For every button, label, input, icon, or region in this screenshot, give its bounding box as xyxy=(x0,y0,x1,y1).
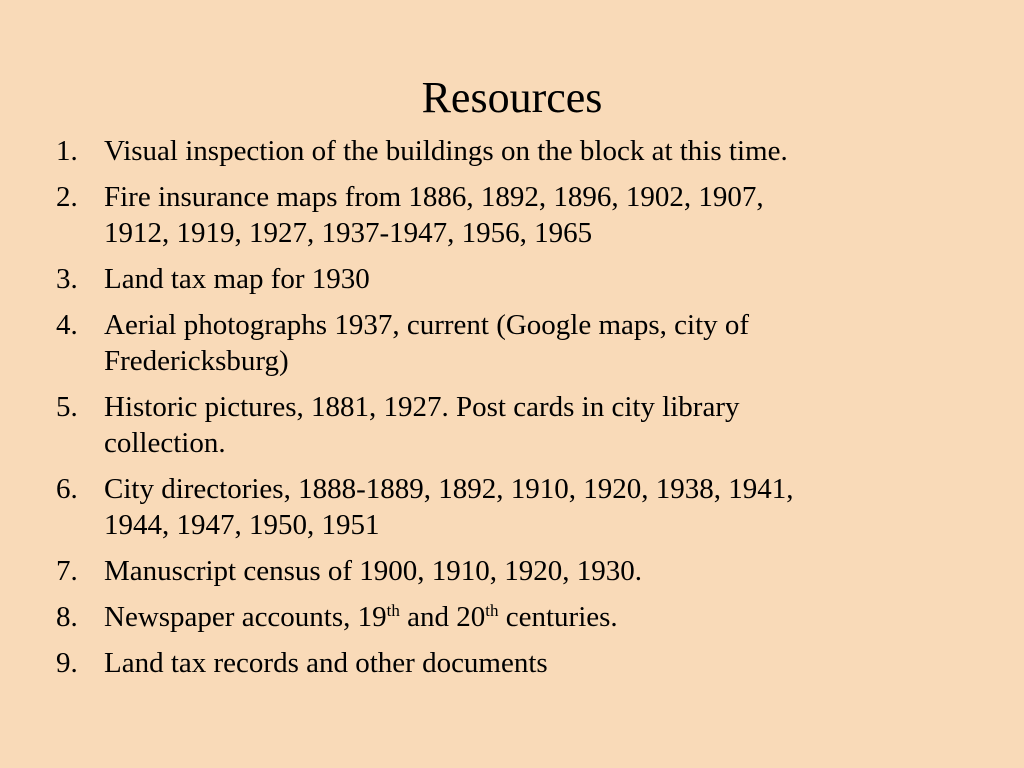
resource-item-text-part-3: centuries. xyxy=(498,601,618,633)
resource-item-5 xyxy=(56,389,956,461)
resource-item-number: 3. xyxy=(56,263,78,295)
resource-item-number: 9. xyxy=(56,647,78,679)
resource-item-text: Manuscript census of 1900, 1910, 1920, 1930. xyxy=(104,555,643,587)
resource-item-4 xyxy=(56,307,956,379)
ordinal-suffix: th xyxy=(386,601,400,620)
resource-item-number: 8. xyxy=(56,601,78,633)
resource-item-number: 4. xyxy=(56,309,78,341)
resource-item-number: 1. xyxy=(56,135,78,167)
resource-item-line-2: Fredericksburg) xyxy=(104,345,289,377)
ordinal-suffix: th xyxy=(485,601,499,620)
resource-item-line-2: collection. xyxy=(104,427,226,459)
resource-item-1 xyxy=(56,133,956,169)
resource-item-text xyxy=(104,471,956,543)
resource-item-6 xyxy=(56,471,956,543)
resource-item-line-2: 1912, 1919, 1927, 1937-1947, 1956, 1965 xyxy=(104,217,593,249)
resource-item-9 xyxy=(56,645,956,681)
resource-item-line-1: Historic pictures, 1881, 1927. Post cards in city library xyxy=(104,391,740,423)
resource-item-2 xyxy=(56,179,956,251)
resource-item-line-1: Aerial photographs 1937, current (Google maps, city of xyxy=(104,309,750,341)
resource-item-text: Land tax records and other documents xyxy=(104,647,548,679)
resource-item-text-part-1: Newspaper accounts, 19 xyxy=(104,601,387,633)
resource-item-3 xyxy=(56,261,956,297)
resource-item-text: Land tax map for 1930 xyxy=(104,263,370,295)
resource-item-text xyxy=(104,389,956,461)
resources-list xyxy=(56,133,956,691)
slide-title: Resources xyxy=(421,73,603,122)
resource-item-line-1: Fire insurance maps from 1886, 1892, 1896, 1902, 1907, xyxy=(104,181,764,213)
resource-item-text-part-2: and 20 xyxy=(399,601,486,633)
resource-item-number: 5. xyxy=(56,391,78,423)
resource-item-7 xyxy=(56,553,956,589)
resource-item-text xyxy=(104,599,956,635)
resource-item-number: 2. xyxy=(56,181,78,213)
resource-item-8 xyxy=(56,599,956,635)
resource-item-text xyxy=(104,179,956,251)
resource-item-text: Visual inspection of the buildings on the block at this time. xyxy=(104,135,788,167)
resource-item-text xyxy=(104,307,956,379)
resource-item-line-1: City directories, 1888-1889, 1892, 1910, 1920, 1938, 1941, xyxy=(104,473,794,505)
resource-item-number: 7. xyxy=(56,555,78,587)
resource-item-number: 6. xyxy=(56,473,78,505)
resource-item-line-2: 1944, 1947, 1950, 1951 xyxy=(104,509,380,541)
